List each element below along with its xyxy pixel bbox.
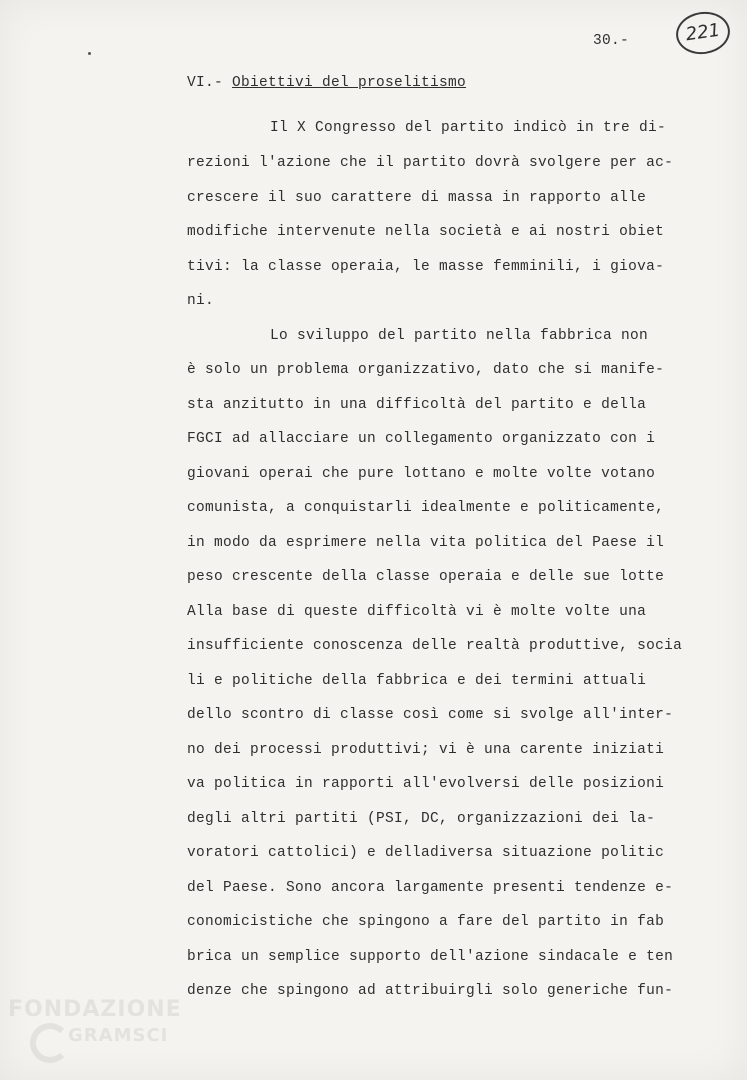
text-line: rezioni l'azione che il partito dovrà svolgere per ac- bbox=[187, 155, 674, 171]
text-line: giovani operai che pure lottano e molte volte votano bbox=[187, 466, 656, 482]
text-line: del Paese. Sono ancora largamente presenti tendenze e- bbox=[187, 880, 674, 896]
text-line: peso crescente della classe operaia e delle sue lotte bbox=[187, 569, 665, 585]
text-line: no dei processi produttivi; vi è una carente iniziati bbox=[187, 742, 665, 758]
text-line: Alla base di queste difficoltà vi è molte volte una bbox=[187, 604, 647, 620]
text-line: comunista, a conquistarli idealmente e politicamente, bbox=[187, 500, 665, 516]
text-line: Lo sviluppo del partito nella fabbrica non bbox=[270, 328, 649, 344]
text-line: li e politiche della fabbrica e dei termini attuali bbox=[187, 673, 647, 689]
text-line: in modo da esprimere nella vita politica del Paese il bbox=[187, 535, 665, 551]
text-line: conomicistiche che spingono a fare del partito in fab bbox=[187, 914, 665, 930]
text-line: va politica in rapporti all'evolversi delle posizioni bbox=[187, 776, 665, 792]
watermark-line-2: GRAMSCI bbox=[68, 1025, 169, 1046]
text-line: dello scontro di classe così come si svolge all'inter- bbox=[187, 707, 674, 723]
text-line: sta anzitutto in una difficoltà del partito e della bbox=[187, 397, 647, 413]
text-line: è solo un problema organizzativo, dato che si manife- bbox=[187, 362, 665, 378]
stray-ink-mark bbox=[88, 52, 91, 55]
watermark-logo-icon bbox=[30, 1023, 70, 1063]
section-heading bbox=[187, 75, 466, 91]
text-line: modifiche intervenute nella società e ai nostri obiet bbox=[187, 224, 665, 240]
text-line: brica un semplice supporto dell'azione sindacale e ten bbox=[187, 949, 674, 965]
section-title: Obiettivi del proselitismo bbox=[232, 75, 467, 91]
watermark-line-1: FONDAZIONE bbox=[8, 997, 182, 1022]
text-line: tivi: la classe operaia, le masse femminili, i giova- bbox=[187, 259, 665, 275]
text-line: Il X Congresso del partito indicò in tre di- bbox=[270, 120, 667, 136]
text-line: crescere il suo carattere di massa in rapporto alle bbox=[187, 190, 647, 206]
text-line: insufficiente conoscenza delle realtà produttive, socia bbox=[187, 638, 683, 654]
section-numeral: VI.- bbox=[187, 75, 233, 91]
fondazione-gramsci-watermark bbox=[8, 995, 198, 1075]
page-number: 30.- bbox=[593, 33, 630, 49]
text-line: ni. bbox=[187, 293, 215, 309]
archive-number-stamp: 221 bbox=[673, 8, 732, 57]
text-line: degli altri partiti (PSI, DC, organizzazioni dei la- bbox=[187, 811, 656, 827]
text-line: denze che spingono ad attribuirgli solo generiche fun- bbox=[187, 983, 674, 999]
text-line: FGCI ad allacciare un collegamento organizzato con i bbox=[187, 431, 656, 447]
text-line: voratori cattolici) e delladiversa situazione politic bbox=[187, 845, 665, 861]
